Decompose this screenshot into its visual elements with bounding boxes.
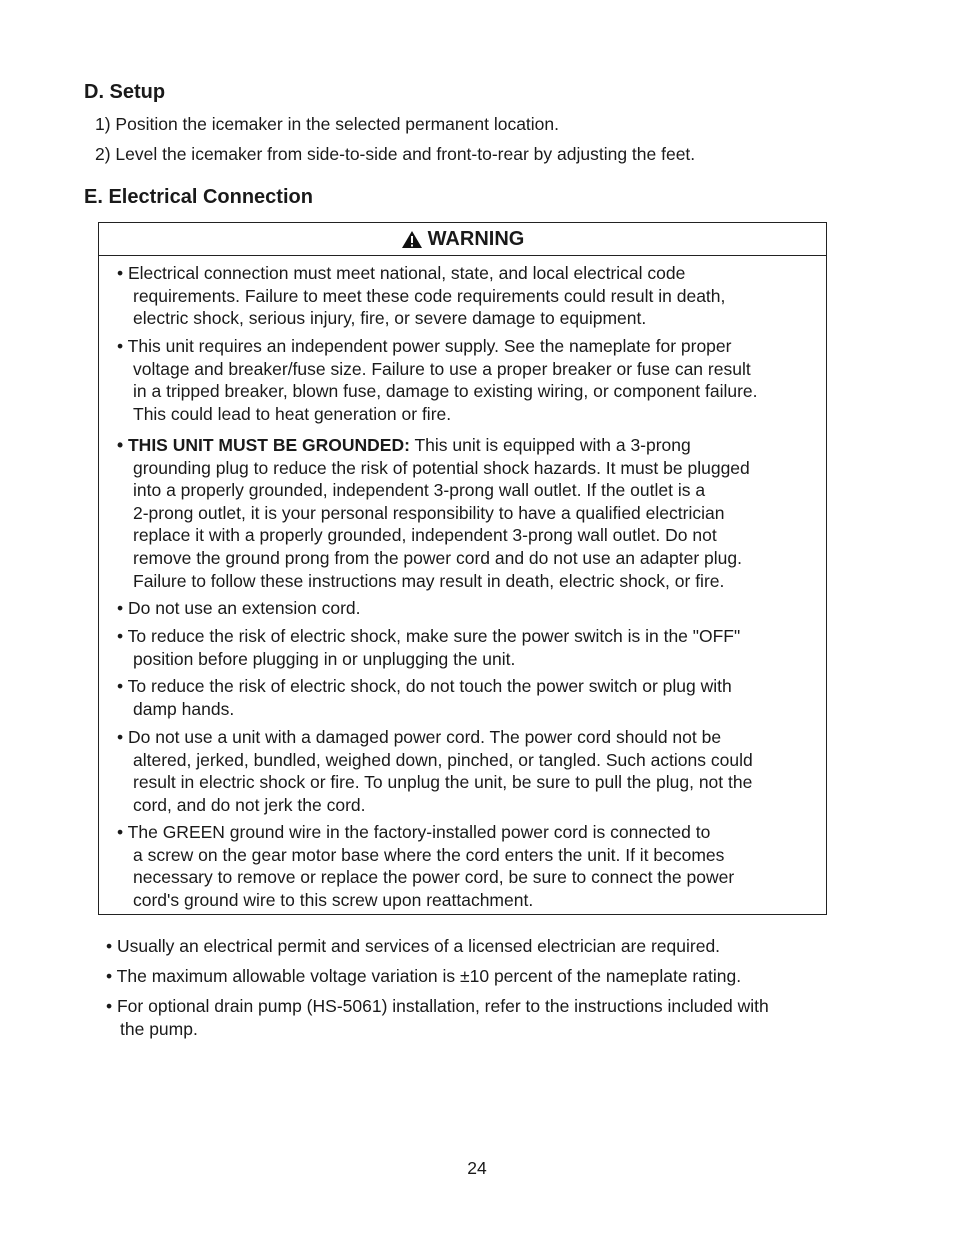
warning-title: WARNING bbox=[427, 227, 525, 250]
page-number: 24 bbox=[467, 1158, 487, 1178]
bullet-line: in a tripped breaker, blown fuse, damage to existing wiring, or component failure. bbox=[133, 381, 758, 402]
bullet-line: remove the ground prong from the power cord and do not use an adapter plug. bbox=[133, 547, 743, 568]
bullet-line: • To reduce the risk of electric shock, do not touch the power switch or plug with bbox=[117, 676, 732, 696]
bullet-line: position before plugging in or unplugging the unit. bbox=[133, 648, 516, 669]
note-line: • The maximum allowable voltage variation is ±10 percent of the nameplate rating. bbox=[106, 966, 742, 986]
warning-bullet bbox=[117, 726, 817, 816]
bullet-line: cord's ground wire to this screw upon reattachment. bbox=[133, 889, 534, 910]
bullet-line: damp hands. bbox=[133, 698, 235, 719]
note-line: the pump. bbox=[120, 1018, 198, 1039]
bullet-line: requirements. Failure to meet these code requirements could result in death, bbox=[133, 285, 726, 306]
note-line: • Usually an electrical permit and services of a licensed electrician are required. bbox=[106, 936, 721, 956]
warning-bullet bbox=[117, 335, 817, 425]
note-line: • For optional drain pump (HS-5061) installation, refer to the instructions included with bbox=[106, 996, 769, 1016]
warning-bullet bbox=[117, 675, 817, 720]
grounded-lead: • THIS UNIT MUST BE GROUNDED: bbox=[117, 435, 410, 455]
warning-header bbox=[99, 223, 826, 256]
bullet-line: electric shock, serious injury, fire, or severe damage to equipment. bbox=[133, 308, 647, 329]
bullet-line: This unit is equipped with a 3-prong bbox=[409, 435, 691, 455]
bullet-line: cord, and do not jerk the cord. bbox=[133, 794, 366, 815]
bullet-line: result in electric shock or fire. To unplug the unit, be sure to pull the plug, not the bbox=[133, 772, 753, 793]
bullet-line: • Electrical connection must meet national, state, and local electrical code bbox=[117, 263, 686, 283]
setup-step-1: 1) Position the icemaker in the selected permanent location. bbox=[95, 114, 560, 134]
warning-bullet bbox=[117, 262, 817, 330]
bullet-line: necessary to remove or replace the power cord, be sure to connect the power bbox=[133, 867, 735, 888]
bullet-line: grounding plug to reduce the risk of potential shock hazards. It must be plugged bbox=[133, 457, 750, 478]
bullet-line: Failure to follow these instructions may result in death, electric shock, or fire. bbox=[133, 570, 725, 591]
bullet-line: • Do not use an extension cord. bbox=[117, 598, 361, 618]
warning-box bbox=[98, 222, 827, 915]
bullet-line: • The GREEN ground wire in the factory-installed power cord is connected to bbox=[117, 822, 711, 842]
bullet-line: • This unit requires an independent power supply. See the nameplate for proper bbox=[117, 336, 732, 356]
note-bullet bbox=[106, 935, 720, 958]
bullet-line: altered, jerked, bundled, weighed down, pinched, or tangled. Such actions could bbox=[133, 749, 753, 770]
bullet-line: • Do not use a unit with a damaged power cord. The power cord should not be bbox=[117, 727, 722, 747]
warning-bullet bbox=[117, 821, 817, 911]
bullet-line: 2-prong outlet, it is your personal responsibility to have a qualified electrician bbox=[133, 502, 725, 523]
bullet-line: replace it with a properly grounded, independent 3-prong wall outlet. Do not bbox=[133, 525, 717, 546]
section-e-heading: E. Electrical Connection bbox=[84, 186, 313, 208]
setup-step-2: 2) Level the icemaker from side-to-side and front-to-rear by adjusting the feet. bbox=[95, 144, 696, 164]
bullet-line: into a properly grounded, independent 3-prong wall outlet. If the outlet is a bbox=[133, 480, 706, 501]
bullet-line: a screw on the gear motor base where the cord enters the unit. If it becomes bbox=[133, 844, 725, 865]
bullet-line: This could lead to heat generation or fire. bbox=[133, 403, 452, 424]
bullet-line: • To reduce the risk of electric shock, make sure the power switch is in the "OFF" bbox=[117, 626, 741, 646]
note-bullet bbox=[106, 995, 769, 1040]
warning-bullet bbox=[117, 597, 817, 620]
warning-bullet bbox=[117, 625, 817, 670]
bullet-line: voltage and breaker/fuse size. Failure to use a proper breaker or fuse can result bbox=[133, 358, 751, 379]
warning-bullet-grounded bbox=[117, 434, 817, 592]
warning-triangle-icon bbox=[401, 230, 423, 249]
section-d-heading: D. Setup bbox=[84, 81, 166, 103]
note-bullet bbox=[106, 965, 741, 988]
